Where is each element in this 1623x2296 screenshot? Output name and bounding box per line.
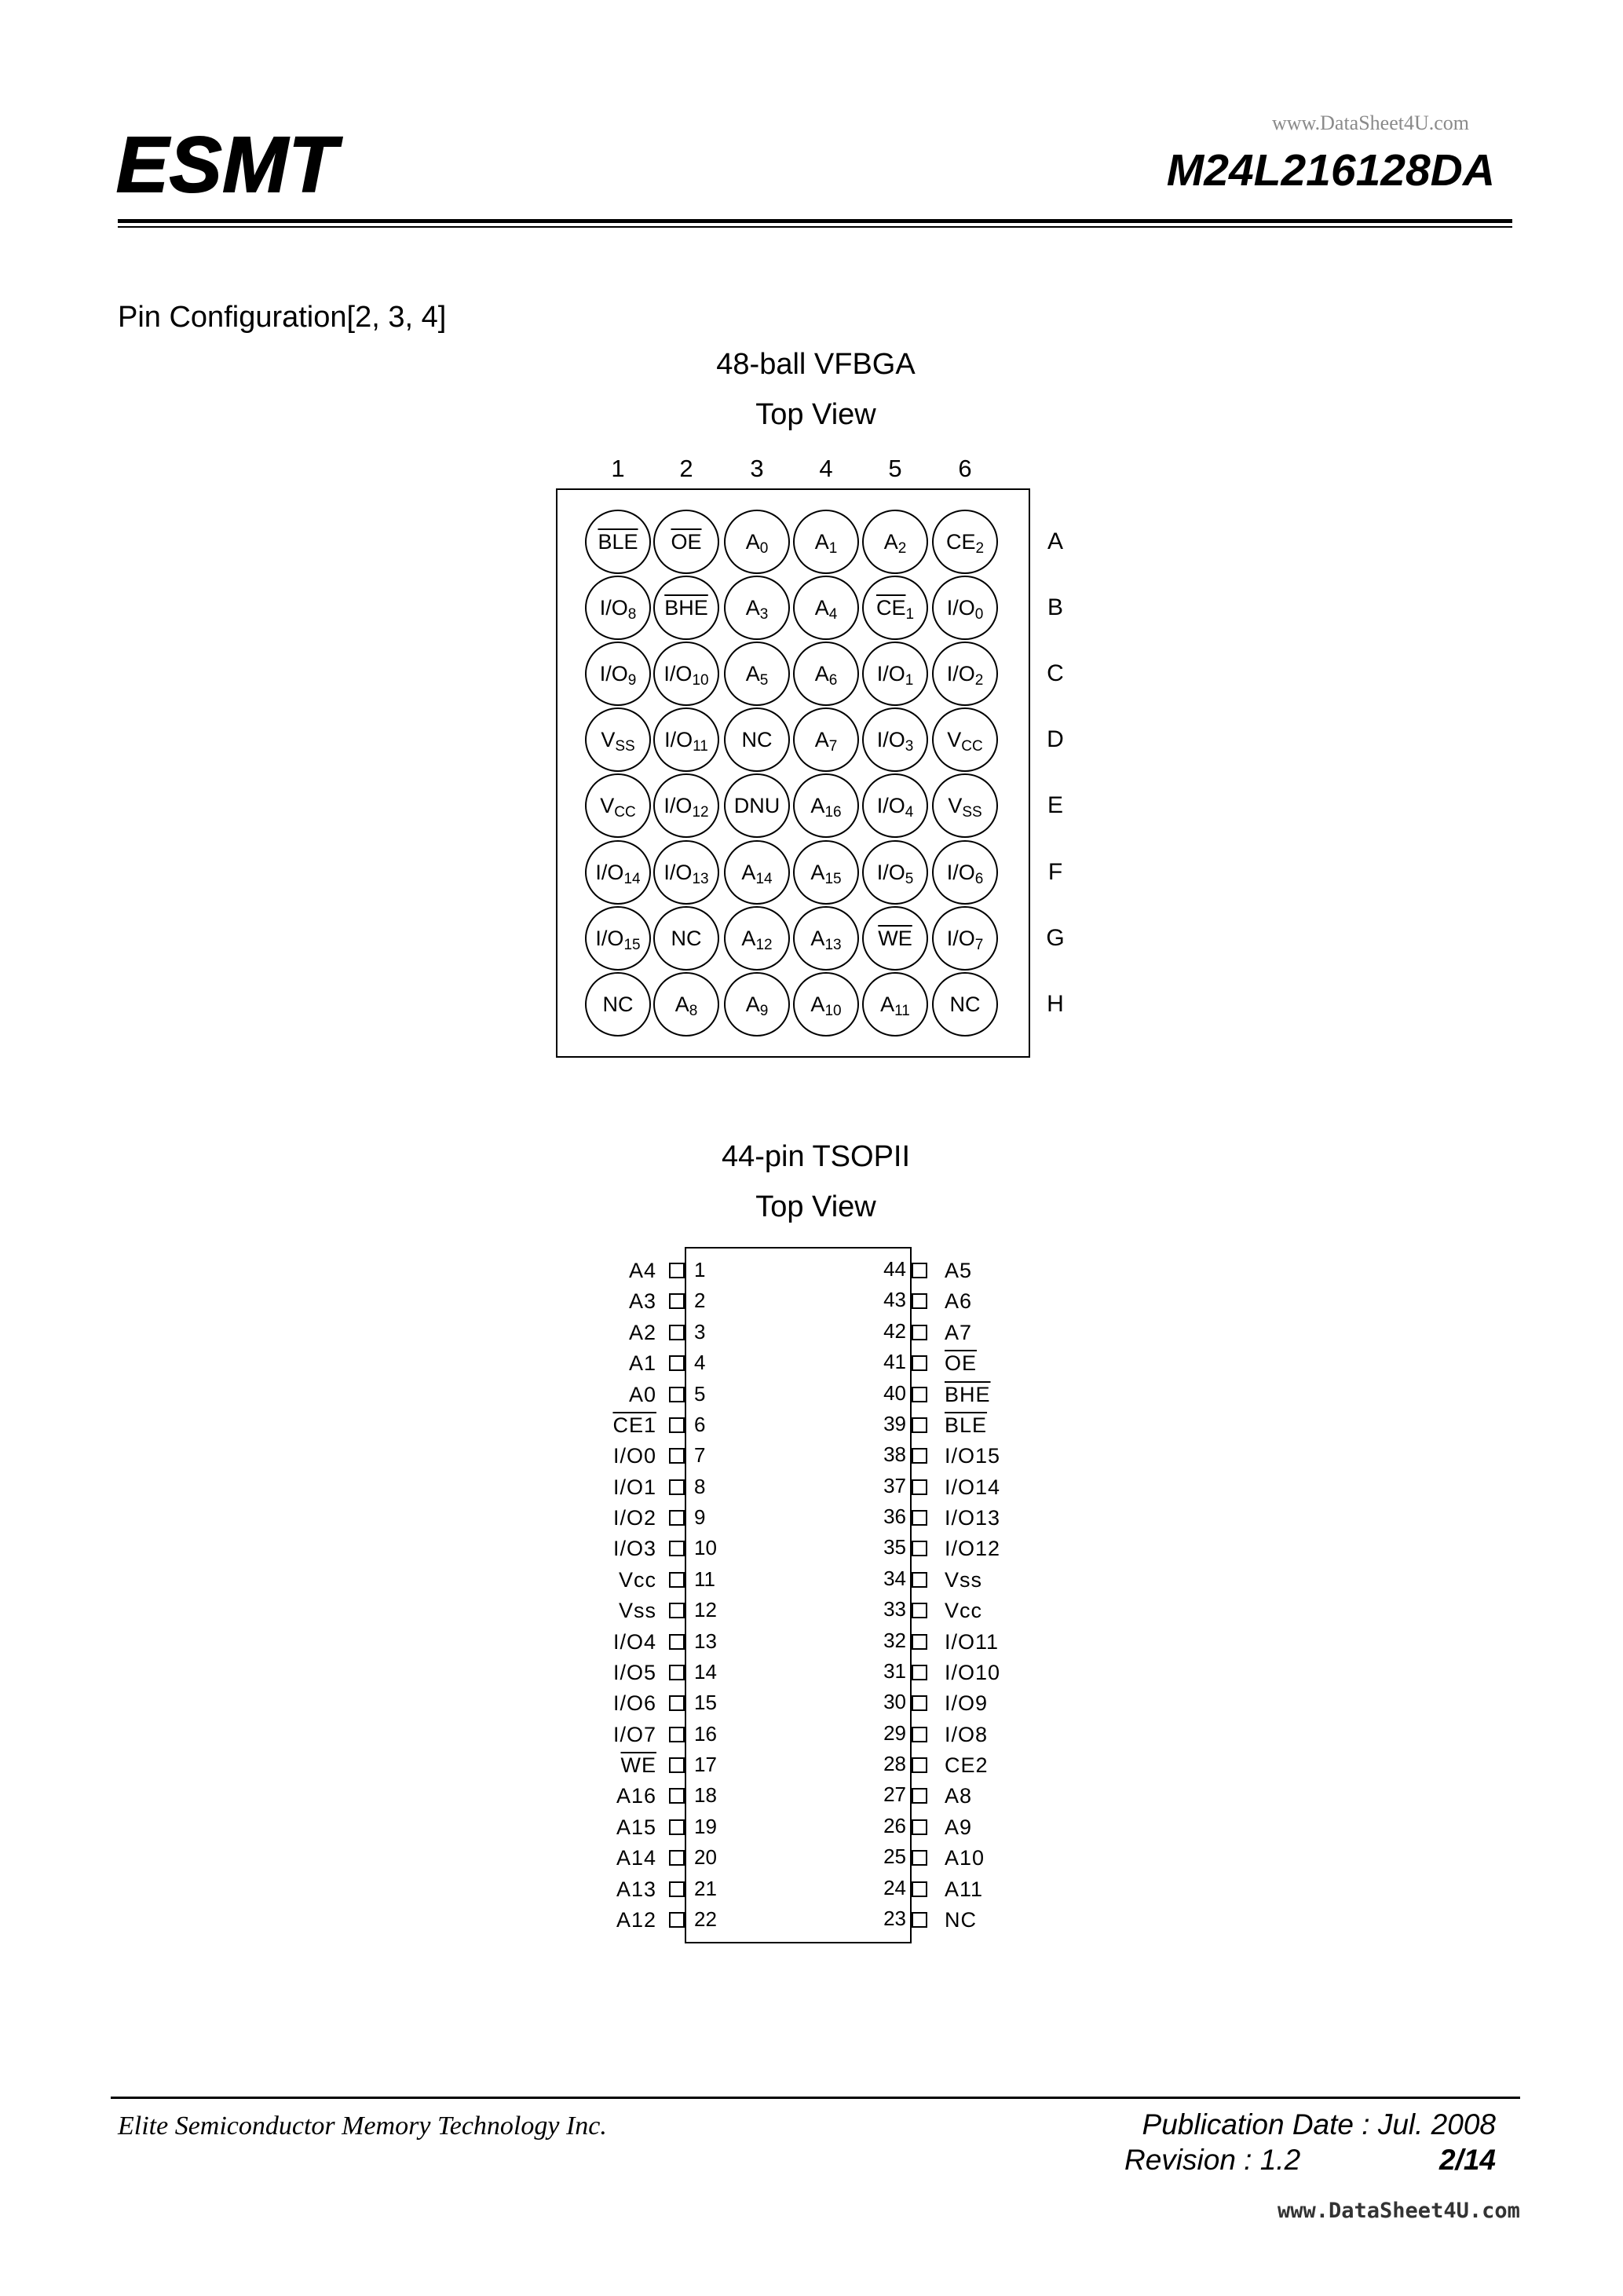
ball-label: I/O [876,728,905,751]
pin-28-label: CE2 [945,1753,989,1777]
pin-1-pad [669,1263,685,1278]
ball-label: A [745,662,760,686]
pin-23-pad [912,1912,927,1928]
pin-23-number: 23 [883,1907,906,1930]
pin-5-number: 5 [694,1382,706,1406]
ball-E5 [862,773,928,838]
pin-26-pad [912,1819,927,1835]
bga-column-number-4: 4 [819,455,833,482]
ball-E4 [793,773,859,838]
watermark-bottom[interactable]: www.DataSheet4U.com [1278,2199,1520,2223]
pin-8-number: 8 [694,1475,706,1498]
pin-40-label: $\overline{BHE}$ [945,1383,991,1406]
ball-G4 [793,906,859,971]
ball-C3 [724,642,790,706]
ball-label: $\overline{WE}$ [878,927,912,950]
ball-D3 [724,707,790,772]
ball-label: I/O [599,596,628,620]
ball-label: I/O [663,861,693,884]
ball-subscript: 12 [755,937,773,953]
ball-subscript: 7 [828,738,838,755]
ball-label: A [814,596,829,620]
ball-B6 [932,576,998,640]
pin-6-label: CE1 [612,1413,656,1437]
pin-6-pad [669,1417,685,1433]
pin-7-label: I/O0 [612,1444,656,1468]
bga-row-letter-E: E [1047,792,1063,818]
ball-label: $\overline{CE}$ [875,596,906,620]
ball-subscript: 11 [693,738,708,755]
ball-label: I/O [663,662,693,686]
pin-15-pad [669,1695,685,1711]
header-rule-thin [118,226,1512,228]
ball-B2 [653,576,719,640]
watermark-top[interactable]: www.DataSheet4U.com [1272,112,1470,134]
ball-label: I/O [595,927,624,950]
pin-35-number: 35 [883,1535,906,1559]
bga-row-letter-H: H [1047,991,1064,1017]
pin-29-number: 29 [883,1721,906,1745]
ball-label: A [814,662,829,686]
pin-10-number: 10 [694,1536,717,1559]
ball-A3 [724,510,790,574]
ball-subscript: 6 [974,871,984,887]
ball-F2 [653,840,719,905]
footer-company: Elite Semiconductor Memory Technology Inc. [118,2111,607,2141]
ball-label: I/O [946,861,975,884]
ball-A1 [585,510,651,574]
ball-D1 [585,707,651,772]
pin-30-pad [912,1695,927,1711]
pin-11-label: Vcc [618,1568,656,1592]
ball-label: A [745,530,760,554]
ball-subscript: 7 [974,937,984,953]
ball-C2 [653,642,719,706]
bga-row-letter-G: G [1046,925,1065,951]
ball-G2 [653,906,719,971]
pin-12-label: Vss [618,1599,656,1622]
pin-9-label: I/O2 [612,1506,656,1530]
pin-38-pad [912,1448,927,1464]
ball-subscript: 5 [905,871,914,887]
pin-5-pad [669,1387,685,1402]
ball-subscript: 2 [975,540,985,557]
pin-5-label: A0 [628,1383,656,1406]
ball-C6 [932,642,998,706]
pin-6-number: 6 [694,1413,706,1436]
ball-subscript: 0 [974,606,984,623]
ball-subscript: 1 [828,540,838,557]
ball-G1 [585,906,651,971]
ball-B1 [585,576,651,640]
ball-label: $\overline{OE}$ [671,530,702,554]
ball-subscript: 14 [623,871,641,887]
pin-22-label: A12 [616,1908,656,1932]
ball-subscript: CC [961,738,983,755]
ball-subscript: 5 [759,672,769,689]
ball-subscript: 14 [755,871,773,887]
pin-41-number: 41 [883,1350,906,1373]
footer-rule [111,2097,1520,2099]
pin-14-pad [669,1665,685,1680]
pin-2-pad [669,1293,685,1309]
ball-subscript: 9 [759,1003,769,1019]
header-rule-thick [118,219,1512,223]
pin-16-pad [669,1727,685,1742]
ball-subscript: 10 [824,1003,842,1019]
ball-label: $\overline{BLE}$ [598,530,638,554]
ball-label: DNU [733,794,780,817]
pin-14-label: I/O5 [612,1661,656,1684]
pin-43-pad [912,1293,927,1309]
pin-25-pad [912,1850,927,1866]
ball-subscript: 6 [828,672,838,689]
pin-2-label: A3 [628,1289,656,1313]
pin-31-number: 31 [883,1659,906,1683]
ball-subscript: CC [614,804,636,821]
ball-subscript: 2 [974,672,984,689]
pin-42-label: A7 [945,1321,973,1344]
ball-label: A [814,728,829,751]
bga-row-letter-F: F [1047,859,1063,885]
bga-column-number-6: 6 [958,455,972,482]
pin-13-label: I/O4 [612,1630,656,1654]
pin-9-number: 9 [694,1505,706,1529]
ball-E1 [585,773,651,838]
pin-36-number: 36 [883,1504,906,1528]
pin-21-label: A13 [616,1877,656,1901]
pin-32-pad [912,1634,927,1650]
bga-column-number-3: 3 [750,455,764,482]
ball-D6 [932,707,998,772]
pin-22-pad [669,1912,685,1928]
pin-33-number: 33 [883,1597,906,1621]
ball-label: A [741,861,756,884]
pin-4-pad [669,1355,685,1371]
tsop-view-label: Top View [755,1190,876,1223]
ball-label: NC [741,728,773,751]
ball-label: I/O [595,861,624,884]
pin-12-number: 12 [694,1598,717,1621]
pin-40-number: 40 [883,1381,906,1405]
ball-D2 [653,707,719,772]
ball-H5 [862,972,928,1036]
ball-A5 [862,510,928,574]
ball-label: A [810,993,825,1016]
pin-33-label: Vcc [945,1599,983,1622]
pin-20-number: 20 [694,1845,717,1869]
ball-label: I/O [876,662,905,686]
pin-39-pad [912,1417,927,1433]
pin-19-label: A15 [616,1815,656,1839]
ball-label: A [745,993,760,1016]
ball-G6 [932,906,998,971]
ball-label: I/O [946,927,975,950]
pin-16-number: 16 [694,1722,717,1746]
pin-15-label: I/O6 [612,1691,656,1715]
ball-subscript: 10 [692,672,709,689]
pin-16-label: I/O7 [612,1723,656,1746]
ball-H6 [932,972,998,1036]
pin-13-number: 13 [694,1629,717,1653]
pin-28-number: 28 [883,1752,906,1775]
ball-subscript: 4 [828,606,838,623]
pin-2-number: 2 [694,1289,706,1312]
ball-F4 [793,840,859,905]
ball-label: A [674,993,689,1016]
pin-44-label: A5 [945,1259,973,1282]
ball-E3 [724,773,790,838]
pin-25-number: 25 [883,1844,906,1868]
bga-row-letter-D: D [1047,726,1064,752]
pin-22-number: 22 [694,1907,717,1931]
bga-column-number-5: 5 [888,455,902,482]
pin-27-label: A8 [945,1784,973,1808]
pin-11-number: 11 [694,1567,715,1591]
pin-3-number: 3 [694,1320,706,1344]
pin-1-number: 1 [694,1258,706,1281]
ball-label: V [947,728,962,751]
pin-39-number: 39 [883,1412,906,1435]
ball-G3 [724,906,790,971]
ball-E2 [653,773,719,838]
ball-label: NC [602,993,634,1016]
pin-34-label: Vss [945,1568,983,1592]
ball-subscript: 9 [627,672,637,689]
pin-42-number: 42 [883,1319,906,1343]
ball-label: I/O [946,662,975,686]
pin-38-number: 38 [883,1442,906,1466]
ball-H2 [653,972,719,1036]
pin-11-pad [669,1572,685,1588]
ball-subscript: 13 [692,871,709,887]
ball-C1 [585,642,651,706]
pin-12-pad [669,1603,685,1618]
ball-label: A [810,927,825,950]
pin-29-label: I/O8 [945,1723,989,1746]
pin-35-label: I/O12 [945,1537,1001,1560]
ball-label: NC [671,927,702,950]
pin-31-pad [912,1665,927,1680]
ball-label: A [880,993,895,1016]
pin-42-pad [912,1325,927,1340]
pin-19-number: 19 [694,1815,717,1838]
ball-label: $\overline{BHE}$ [664,596,708,620]
ball-F1 [585,840,651,905]
bga-row-letter-C: C [1047,660,1064,686]
ball-subscript: SS [615,738,635,755]
pin-17-pad [669,1757,685,1773]
pin-4-label: A1 [628,1351,656,1375]
ball-subscript: 2 [897,540,907,557]
pin-44-number: 44 [883,1257,906,1281]
ball-H4 [793,972,859,1036]
pin-18-pad [669,1788,685,1804]
pin-35-pad [912,1541,927,1556]
ball-label: A [741,927,756,950]
pin-37-number: 37 [883,1474,906,1497]
bga-title: 48-ball VFBGA [716,348,916,381]
pin-4-number: 4 [694,1351,706,1374]
bga-view-label: Top View [755,398,876,431]
ball-F6 [932,840,998,905]
ball-label: I/O [663,794,693,817]
ball-D5 [862,707,928,772]
ball-subscript: 8 [689,1003,698,1019]
ball-E6 [932,773,998,838]
pin-18-label: A16 [616,1784,656,1808]
pin-24-pad [912,1881,927,1897]
ball-G5 [862,906,928,971]
ball-subscript: SS [962,804,982,821]
pin-13-pad [669,1634,685,1650]
company-logo: ESMT [116,121,338,209]
ball-subscript: 15 [623,937,641,953]
ball-B5 [862,576,928,640]
ball-subscript: 0 [759,540,769,557]
pin-7-pad [669,1448,685,1464]
ball-H3 [724,972,790,1036]
pin-30-number: 30 [883,1690,906,1713]
ball-A4 [793,510,859,574]
pin-21-pad [669,1881,685,1897]
pin-20-label: A14 [616,1846,656,1870]
pin-7-number: 7 [694,1443,706,1467]
ball-label: V [601,728,616,751]
ball-H1 [585,972,651,1036]
ball-subscript: 3 [905,738,914,755]
ball-subscript: 11 [894,1003,910,1019]
ball-D4 [793,707,859,772]
pin-36-label: I/O13 [945,1506,1001,1530]
pin-15-number: 15 [694,1691,717,1714]
pin-27-number: 27 [883,1782,906,1806]
footer-publication-date: Publication Date : Jul. 2008 [1142,2108,1496,2141]
pin-30-label: I/O9 [945,1691,989,1715]
pin-1-label: A4 [628,1259,656,1282]
ball-subscript: 3 [759,606,769,623]
pin-21-number: 21 [694,1877,717,1900]
ball-subscript: 12 [692,804,709,821]
pin-43-label: A6 [945,1289,973,1313]
bga-row-letter-B: B [1047,594,1063,620]
section-title: Pin Configuration[2, 3, 4] [118,301,447,334]
pin-28-pad [912,1757,927,1773]
pin-32-number: 32 [883,1629,906,1652]
ball-A6 [932,510,998,574]
pin-34-number: 34 [883,1567,906,1590]
pin-8-pad [669,1479,685,1495]
pin-3-label: A2 [628,1321,656,1344]
tsop-title: 44-pin TSOPII [721,1140,911,1173]
pin-10-pad [669,1541,685,1556]
footer-revision: Revision : 1.2 [1124,2144,1301,2176]
ball-subscript: 8 [627,606,637,623]
ball-label: CE [945,530,976,554]
ball-label: V [600,794,615,817]
pin-36-pad [912,1510,927,1526]
ball-label: NC [949,993,981,1016]
part-number: M24L216128DA [1166,145,1495,196]
ball-subscript: 15 [824,871,842,887]
ball-B4 [793,576,859,640]
pin-27-pad [912,1788,927,1804]
pin-39-label: $\overline{BLE}$ [945,1413,988,1437]
pin-3-pad [669,1325,685,1340]
pin-25-label: A10 [945,1846,985,1870]
pin-14-number: 14 [694,1660,717,1684]
footer-page-number: 2/14 [1438,2144,1496,2176]
ball-label: I/O [876,861,905,884]
pin-24-label: A11 [945,1877,984,1901]
ball-label: A [810,794,825,817]
ball-label: V [948,794,963,817]
pin-32-label: I/O11 [945,1630,1000,1654]
pin-18-number: 18 [694,1783,717,1807]
ball-A2 [653,510,719,574]
ball-B3 [724,576,790,640]
ball-C5 [862,642,928,706]
ball-label: A [883,530,898,554]
pin-29-pad [912,1727,927,1742]
pin-38-label: I/O15 [945,1444,1001,1468]
ball-label: I/O [599,662,628,686]
ball-label: A [745,596,760,620]
pin-9-pad [669,1510,685,1526]
pin-40-pad [912,1387,927,1402]
ball-F5 [862,840,928,905]
ball-subscript: 1 [905,672,914,689]
ball-F3 [724,840,790,905]
pin-37-label: I/O14 [945,1475,1001,1499]
pin-44-pad [912,1263,927,1278]
ball-subscript: 16 [824,804,842,821]
ball-C4 [793,642,859,706]
pin-17-label: $\overline{WE}$ [620,1753,656,1777]
pin-17-number: 17 [694,1753,717,1776]
pin-10-label: I/O3 [612,1537,656,1560]
pin-33-pad [912,1603,927,1618]
ball-label: A [810,861,825,884]
pin-23-label: NC [945,1908,977,1932]
pin-20-pad [669,1850,685,1866]
pin-19-pad [669,1819,685,1835]
ball-label: I/O [876,794,905,817]
bga-row-letter-A: A [1047,528,1063,554]
pin-24-number: 24 [883,1876,906,1899]
pin-41-label: $\overline{OE}$ [945,1351,978,1375]
ball-subscript: 1 [905,606,915,623]
bga-column-number-2: 2 [679,455,693,482]
pin-31-label: I/O10 [945,1661,1001,1684]
pin-26-number: 26 [883,1814,906,1837]
pin-41-pad [912,1355,927,1371]
ball-subscript: 4 [905,804,914,821]
pin-43-number: 43 [883,1288,906,1311]
pin-34-pad [912,1572,927,1588]
bga-column-number-1: 1 [611,455,625,482]
pin-37-pad [912,1479,927,1495]
pin-26-label: A9 [945,1815,973,1839]
ball-label: A [814,530,829,554]
ball-label: I/O [946,596,975,620]
pin-8-label: I/O1 [612,1475,656,1499]
ball-subscript: 13 [824,937,842,953]
ball-label: I/O [664,728,693,751]
